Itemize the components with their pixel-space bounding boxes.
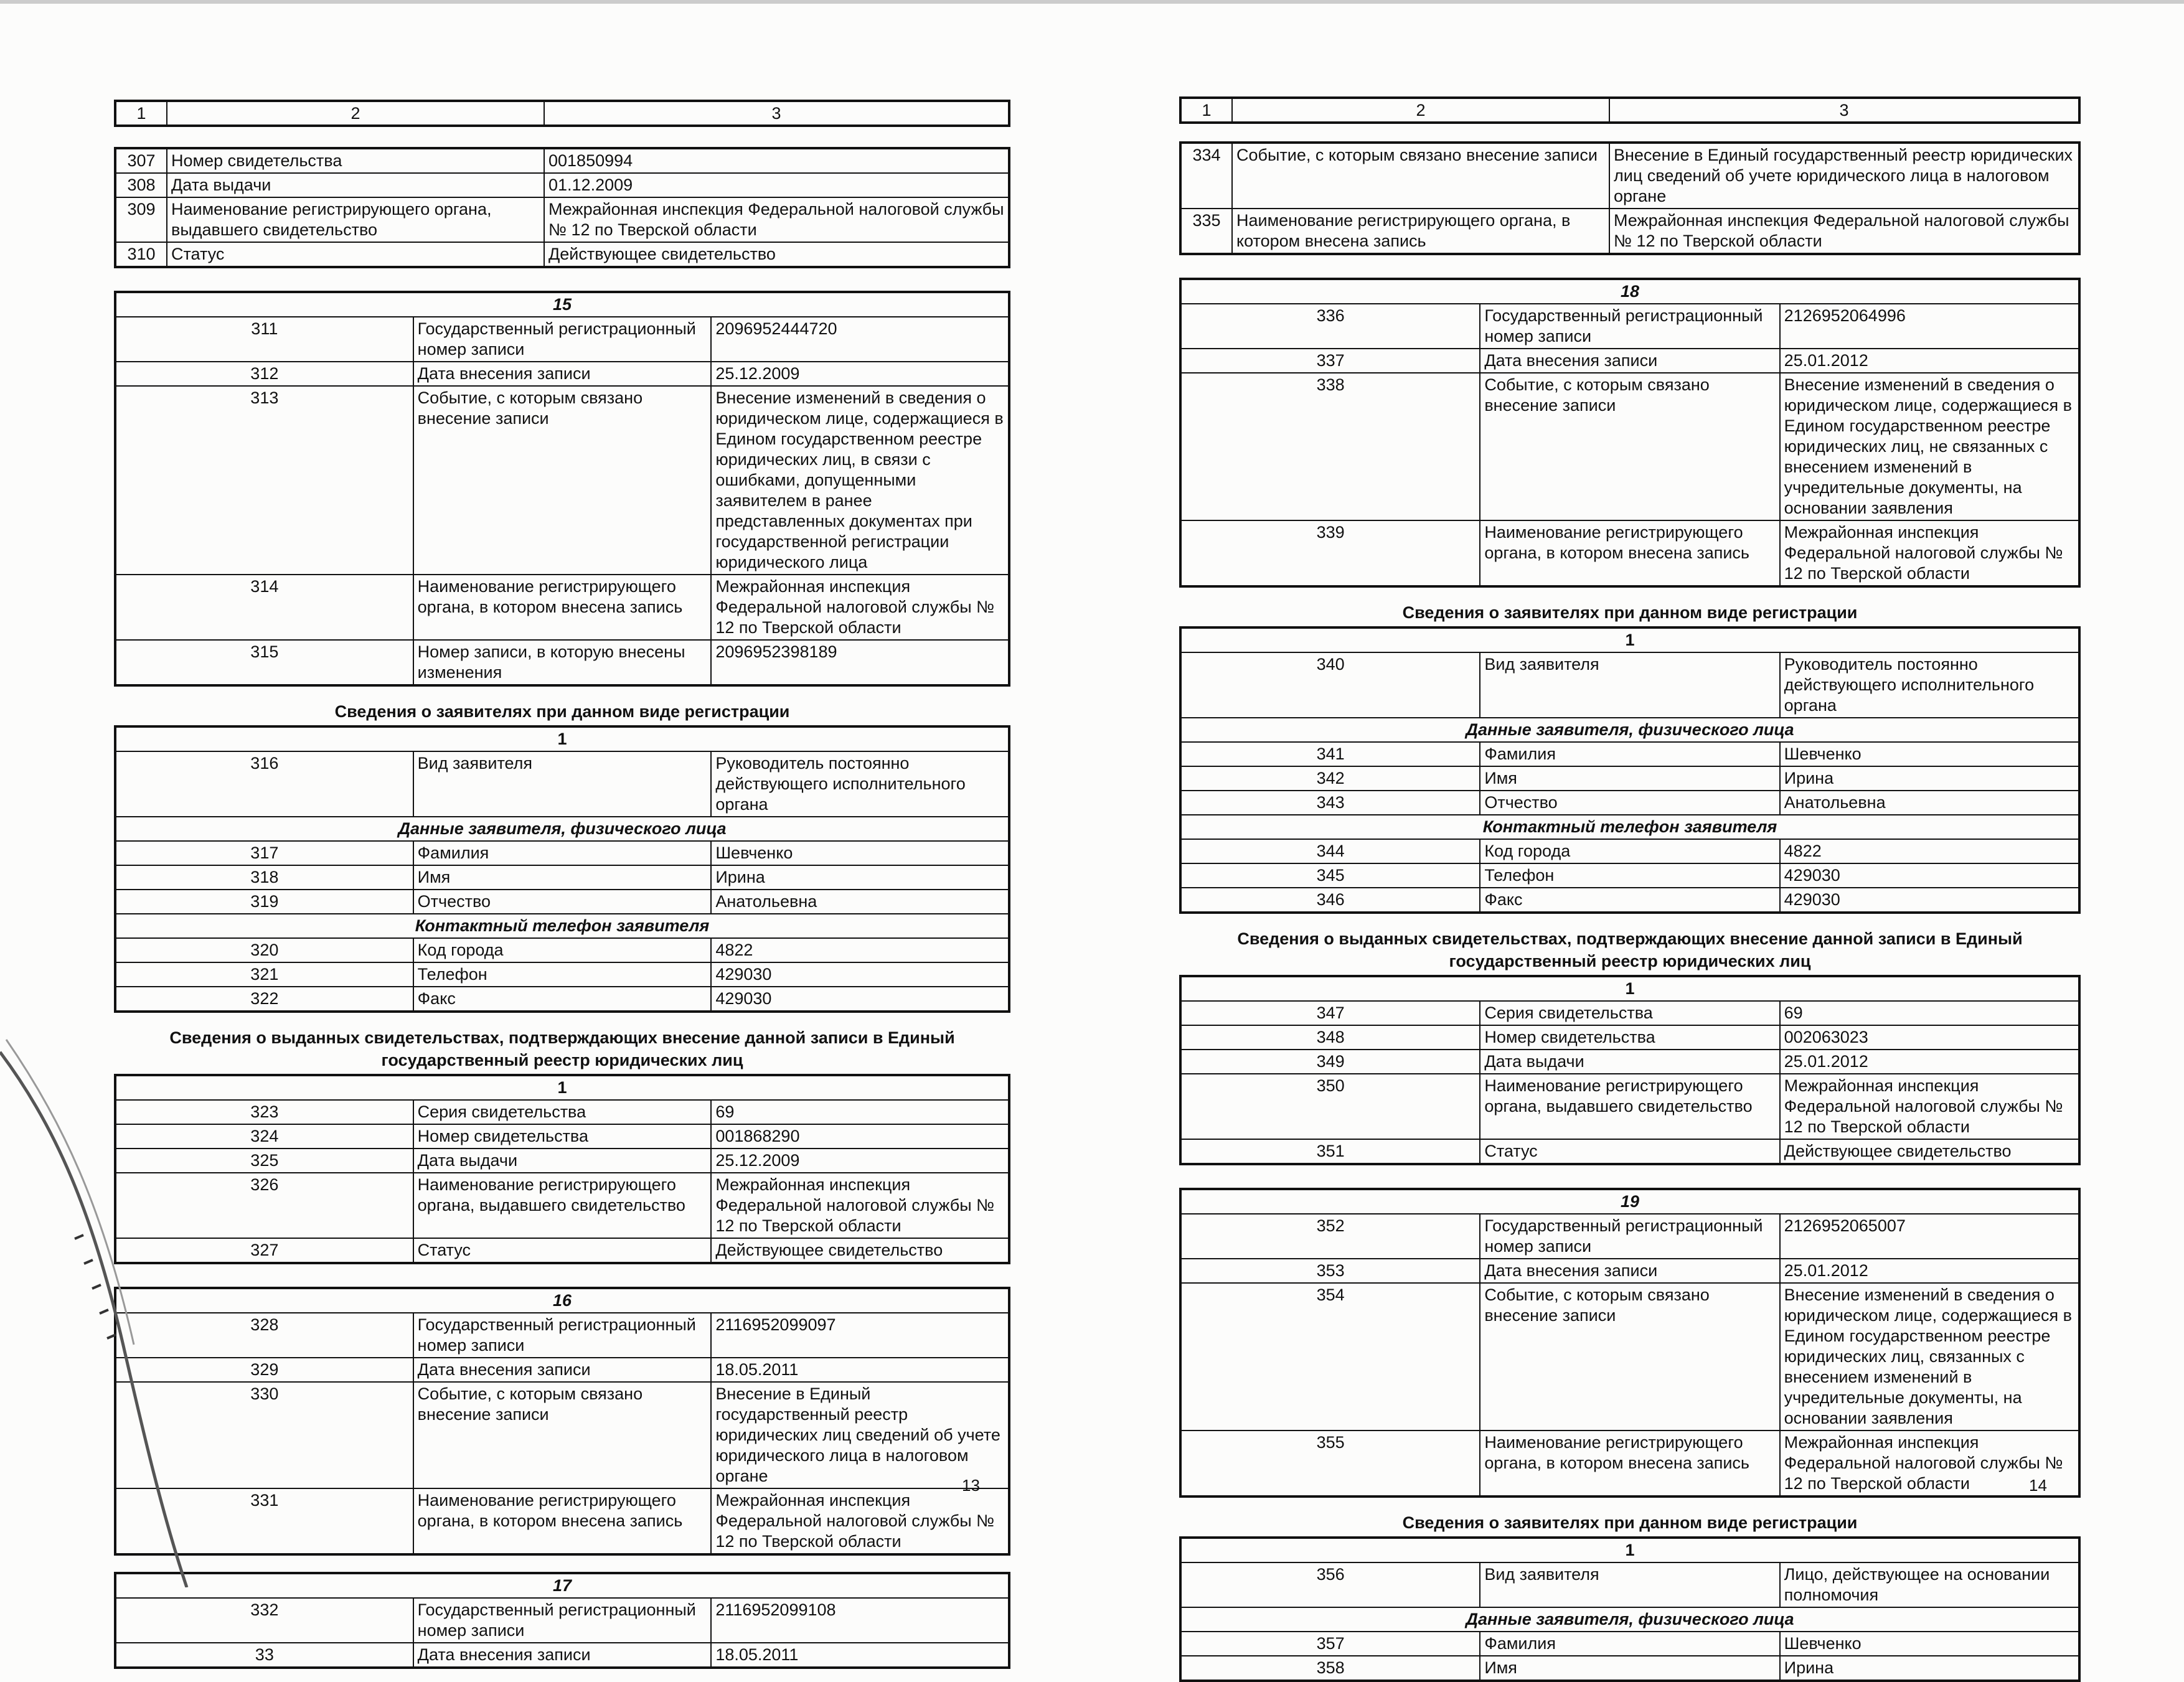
row-number: 322 — [115, 987, 413, 1012]
table-row — [115, 362, 1009, 386]
row-value: 2116952099108 — [711, 1598, 1009, 1643]
record-number: 16 — [115, 1288, 1009, 1313]
row-number: 317 — [115, 841, 413, 865]
row-number: 309 — [115, 197, 167, 242]
applicant-index: 1 — [1180, 627, 2079, 652]
row-value: Внесение изменений в сведения о юридическом лице, содержащиеся в Едином государственном реестре юридических лиц, в связи с ошибками, допущенными заявителем в ранее представленных документах при государственной регистрации юридического лица — [711, 386, 1009, 575]
row-label: Фамилия — [1480, 742, 1779, 766]
page-number: 13 — [962, 1476, 980, 1495]
table-row — [115, 1358, 1009, 1382]
row-number: 307 — [115, 148, 167, 173]
row-value: Ирина — [711, 865, 1009, 890]
row-label: Наименование регистрирующего органа, выдавшего свидетельство — [413, 1173, 712, 1238]
row-value: 001868290 — [711, 1124, 1009, 1149]
table-row — [1180, 1656, 2079, 1681]
row-value: 69 — [1780, 1001, 2079, 1025]
row-value: 2126952064996 — [1780, 304, 2079, 349]
row-number: 320 — [115, 938, 413, 962]
record-18-table — [1179, 278, 2081, 588]
col-header-1: 1 — [1180, 98, 1232, 123]
table-row — [1180, 349, 2079, 373]
table-row — [1180, 742, 2079, 766]
row-value: 001850994 — [544, 148, 1009, 173]
row-label: Отчество — [413, 890, 712, 914]
table-row — [115, 197, 1009, 242]
row-label: Статус — [167, 242, 544, 267]
row-number: 355 — [1180, 1431, 1480, 1496]
row-value: Шевченко — [1780, 742, 2079, 766]
column-header-table — [114, 100, 1010, 127]
row-label: Телефон — [1480, 863, 1779, 888]
row-value: Внесение в Единый государственный реестр юридических лиц сведений об учете юридического лица в налоговом органе — [1609, 143, 2079, 209]
row-label: Государственный регистрационный номер записи — [413, 317, 712, 362]
row-number: 337 — [1180, 349, 1480, 373]
record-17-continuation-table — [1179, 141, 2081, 255]
row-label: Фамилия — [1480, 1632, 1779, 1656]
row-value: Межрайонная инспекция Федеральной налоговой службы № 12 по Тверской области — [1780, 520, 2079, 586]
row-label: Номер свидетельства — [167, 148, 544, 173]
row-number: 341 — [1180, 742, 1480, 766]
row-value: 18.05.2011 — [711, 1358, 1009, 1382]
row-label: Наименование регистрирующего органа, в котором внесена запись — [1480, 1431, 1779, 1496]
row-number: 318 — [115, 865, 413, 890]
row-label: Наименование регистрирующего органа, выдавшего свидетельство — [167, 197, 544, 242]
applicants-table-2 — [1179, 1536, 2081, 1682]
row-number: 325 — [115, 1149, 413, 1173]
row-label: Серия свидетельства — [413, 1100, 712, 1124]
row-label: Номер свидетельства — [413, 1124, 712, 1149]
row-number: 316 — [115, 751, 413, 817]
row-label: Событие, с которым связано внесение записи — [413, 386, 712, 575]
row-value: Анатольевна — [711, 890, 1009, 914]
row-value: 4822 — [1780, 839, 2079, 863]
row-number: 345 — [1180, 863, 1480, 888]
row-label: Дата внесения записи — [413, 1643, 712, 1668]
row-number: 338 — [1180, 373, 1480, 520]
row-number: 339 — [1180, 520, 1480, 586]
row-number: 330 — [115, 1382, 413, 1488]
row-value: Действующее свидетельство — [544, 242, 1009, 267]
row-label: Наименование регистрирующего органа, в котором внесена запись — [1232, 209, 1609, 254]
row-number: 343 — [1180, 791, 1480, 815]
table-row — [1180, 1283, 2079, 1431]
table-row — [115, 1238, 1009, 1263]
row-label: Событие, с которым связано внесение записи — [1232, 143, 1609, 209]
row-value: 01.12.2009 — [544, 173, 1009, 197]
table-row — [1180, 1562, 2079, 1607]
row-number: 348 — [1180, 1025, 1480, 1050]
table-row — [1180, 791, 2079, 815]
table-row — [1180, 209, 2079, 254]
applicants-section-title-2: Сведения о заявителях при данном виде регистрации — [1402, 1513, 1858, 1532]
table-row — [115, 1598, 1009, 1643]
row-number: 335 — [1180, 209, 1232, 254]
table-row — [1180, 888, 2079, 913]
row-label: Событие, с которым связано внесение записи — [1480, 1283, 1779, 1431]
certificates-section-title: Сведения о выданных свидетельствах, подтверждающих внесение данной записи в Единый государственный реестр юридических лиц — [169, 1028, 955, 1069]
row-value: 25.01.2012 — [1780, 1259, 2079, 1283]
row-label: Дата внесения записи — [1480, 349, 1779, 373]
applicants-table — [1179, 626, 2081, 914]
record-15-table — [114, 291, 1010, 687]
applicants-section-title: Сведения о заявителях при данном виде регистрации — [334, 702, 790, 721]
record-17-table — [114, 1572, 1010, 1669]
row-number: 326 — [115, 1173, 413, 1238]
certificate-index: 1 — [115, 1075, 1009, 1100]
row-value: 2096952398189 — [711, 640, 1009, 685]
row-value: 2126952065007 — [1780, 1214, 2079, 1259]
row-label: Событие, с которым связано внесение записи — [413, 1382, 712, 1488]
row-value: 2116952099097 — [711, 1313, 1009, 1358]
row-label: Событие, с которым связано внесение записи — [1480, 373, 1779, 520]
row-number: 357 — [1180, 1632, 1480, 1656]
row-label: Наименование регистрирующего органа, в котором внесена запись — [413, 575, 712, 640]
table-row — [1180, 652, 2079, 718]
row-number: 308 — [115, 173, 167, 197]
table-row — [115, 1100, 1009, 1124]
row-value: Анатольевна — [1780, 791, 2079, 815]
table-row — [115, 890, 1009, 914]
row-label: Фамилия — [413, 841, 712, 865]
row-number: 321 — [115, 962, 413, 987]
row-number: 340 — [1180, 652, 1480, 718]
row-number: 323 — [115, 1100, 413, 1124]
col-header-1: 1 — [115, 101, 167, 126]
certificates-section-title: Сведения о выданных свидетельствах, подтверждающих внесение данной записи в Единый государственный реестр юридических лиц — [1237, 929, 2023, 970]
person-subheader: Данные заявителя, физического лица — [115, 817, 1009, 841]
row-label: Имя — [413, 865, 712, 890]
page-number: 14 — [2029, 1476, 2047, 1495]
table-row — [115, 386, 1009, 575]
row-value: 4822 — [711, 938, 1009, 962]
table-row — [1180, 373, 2079, 520]
row-value: Межрайонная инспекция Федеральной налоговой службы № 12 по Тверской области — [1780, 1431, 2079, 1496]
row-label: Факс — [1480, 888, 1779, 913]
table-row — [115, 865, 1009, 890]
row-label: Наименование регистрирующего органа, в котором внесена запись — [1480, 520, 1779, 586]
table-row — [1180, 1074, 2079, 1139]
col-header-2: 2 — [167, 101, 544, 126]
row-number: 331 — [115, 1488, 413, 1554]
table-row — [115, 1124, 1009, 1149]
row-label: Наименование регистрирующего органа, выдавшего свидетельство — [1480, 1074, 1779, 1139]
row-value: Действующее свидетельство — [711, 1238, 1009, 1263]
row-value: Ирина — [1780, 766, 2079, 791]
row-number: 33 — [115, 1643, 413, 1668]
row-value: 25.12.2009 — [711, 362, 1009, 386]
table-row — [115, 987, 1009, 1012]
table-row — [1180, 839, 2079, 863]
row-number: 344 — [1180, 839, 1480, 863]
row-number: 332 — [115, 1598, 413, 1643]
row-label: Код города — [1480, 839, 1779, 863]
row-value: 25.12.2009 — [711, 1149, 1009, 1173]
row-value: Руководитель постоянно действующего исполнительного органа — [711, 751, 1009, 817]
row-number: 312 — [115, 362, 413, 386]
table-row — [1180, 304, 2079, 349]
table-row — [1180, 1431, 2079, 1496]
row-label: Государственный регистрационный номер записи — [1480, 1214, 1779, 1259]
record-number: 15 — [115, 292, 1009, 317]
record-16-table — [114, 1287, 1010, 1556]
person-subheader: Данные заявителя, физического лица — [1180, 718, 2079, 742]
table-row — [1180, 1001, 2079, 1025]
col-header-2: 2 — [1232, 98, 1609, 123]
col-header-3: 3 — [1609, 98, 2079, 123]
row-number: 324 — [115, 1124, 413, 1149]
applicant-index: 1 — [1180, 1538, 2079, 1562]
table-row — [115, 640, 1009, 685]
row-number: 347 — [1180, 1001, 1480, 1025]
row-value: Лицо, действующее на основании полномочия — [1780, 1562, 2079, 1607]
row-label: Имя — [1480, 1656, 1779, 1681]
row-number: 310 — [115, 242, 167, 267]
table-row — [1180, 766, 2079, 791]
row-number: 311 — [115, 317, 413, 362]
row-number: 354 — [1180, 1283, 1480, 1431]
row-label: Дата внесения записи — [413, 362, 712, 386]
row-number: 334 — [1180, 143, 1232, 209]
row-value: 429030 — [1780, 888, 2079, 913]
record-19-table — [1179, 1188, 2081, 1498]
row-value: Внесение изменений в сведения о юридическом лице, содержащиеся в Едином государственном реестре юридических лиц, не связанных с внесением изменений в учредительные документы, на основании заявления — [1780, 373, 2079, 520]
row-number: 313 — [115, 386, 413, 575]
table-row — [115, 1643, 1009, 1668]
table-row — [115, 1149, 1009, 1173]
row-label: Наименование регистрирующего органа, в котором внесена запись — [413, 1488, 712, 1554]
table-row — [1180, 1632, 2079, 1656]
row-number: 350 — [1180, 1074, 1480, 1139]
row-number: 314 — [115, 575, 413, 640]
row-label: Имя — [1480, 766, 1779, 791]
phone-subheader: Контактный телефон заявителя — [1180, 815, 2079, 839]
table-row — [115, 962, 1009, 987]
row-label: Статус — [1480, 1139, 1779, 1164]
row-value: Ирина — [1780, 1656, 2079, 1681]
table-row — [115, 242, 1009, 267]
applicant-index: 1 — [115, 726, 1009, 751]
table-row — [1180, 1050, 2079, 1074]
row-number: 342 — [1180, 766, 1480, 791]
table-row — [115, 1313, 1009, 1358]
record-number: 19 — [1180, 1189, 2079, 1214]
row-label: Дата выдачи — [1480, 1050, 1779, 1074]
row-number: 336 — [1180, 304, 1480, 349]
row-number: 328 — [115, 1313, 413, 1358]
row-number: 351 — [1180, 1139, 1480, 1164]
row-number: 349 — [1180, 1050, 1480, 1074]
row-label: Номер свидетельства — [1480, 1025, 1779, 1050]
cert-continuation-table — [114, 147, 1010, 268]
table-row — [115, 575, 1009, 640]
row-number: 356 — [1180, 1562, 1480, 1607]
page-14 — [1092, 0, 2184, 1677]
row-value: 429030 — [1780, 863, 2079, 888]
row-value: Шевченко — [1780, 1632, 2079, 1656]
row-value: 002063023 — [1780, 1025, 2079, 1050]
row-label: Вид заявителя — [413, 751, 712, 817]
row-value: 429030 — [711, 987, 1009, 1012]
table-row — [1180, 1214, 2079, 1259]
row-number: 327 — [115, 1238, 413, 1263]
certificates-table — [114, 1074, 1010, 1264]
applicants-table — [114, 725, 1010, 1013]
record-number: 18 — [1180, 279, 2079, 304]
applicants-section-title: Сведения о заявителях при данном виде регистрации — [1402, 603, 1858, 622]
row-value: Действующее свидетельство — [1780, 1139, 2079, 1164]
row-number: 346 — [1180, 888, 1480, 913]
row-label: Государственный регистрационный номер записи — [413, 1313, 712, 1358]
row-value: Межрайонная инспекция Федеральной налоговой службы № 12 по Тверской области — [711, 575, 1009, 640]
row-label: Телефон — [413, 962, 712, 987]
page-13 — [0, 0, 1092, 1664]
table-row — [115, 841, 1009, 865]
table-row — [1180, 520, 2079, 586]
row-value: Межрайонная инспекция Федеральной налоговой службы № 12 по Тверской области — [1609, 209, 2079, 254]
row-value: 18.05.2011 — [711, 1643, 1009, 1668]
row-number: 358 — [1180, 1656, 1480, 1681]
table-row — [1180, 1139, 2079, 1164]
row-value: Межрайонная инспекция Федеральной налоговой службы № 12 по Тверской области — [1780, 1074, 2079, 1139]
row-label: Дата выдачи — [413, 1149, 712, 1173]
row-label: Номер записи, в которую внесены изменения — [413, 640, 712, 685]
row-value: 429030 — [711, 962, 1009, 987]
column-header-table — [1179, 96, 2081, 124]
row-value: Внесение изменений в сведения о юридическом лице, содержащиеся в Едином государственном реестре юридических лиц, связанных с внесением изменений в учредительные документы, на основании заявления — [1780, 1283, 2079, 1431]
col-header-3: 3 — [544, 101, 1009, 126]
table-row — [1180, 1259, 2079, 1283]
row-value: 25.01.2012 — [1780, 349, 2079, 373]
table-row — [115, 751, 1009, 817]
row-number: 353 — [1180, 1259, 1480, 1283]
row-label: Факс — [413, 987, 712, 1012]
table-row — [115, 1382, 1009, 1488]
row-label: Код города — [413, 938, 712, 962]
row-label: Серия свидетельства — [1480, 1001, 1779, 1025]
row-number: 315 — [115, 640, 413, 685]
row-label: Вид заявителя — [1480, 1562, 1779, 1607]
row-value: Межрайонная инспекция Федеральной налоговой службы № 12 по Тверской области — [544, 197, 1009, 242]
row-label: Государственный регистрационный номер записи — [1480, 304, 1779, 349]
page-14-content — [1179, 96, 2081, 1682]
person-subheader: Данные заявителя, физического лица — [1180, 1607, 2079, 1632]
row-number: 319 — [115, 890, 413, 914]
row-label: Вид заявителя — [1480, 652, 1779, 718]
certificate-index: 1 — [1180, 976, 2079, 1001]
row-value: Внесение в Единый государственный реестр юридических лиц сведений об учете юридического лица в налоговом органе — [711, 1382, 1009, 1488]
row-number: 352 — [1180, 1214, 1480, 1259]
row-value: 25.01.2012 — [1780, 1050, 2079, 1074]
certificates-table — [1179, 975, 2081, 1165]
row-value: Руководитель постоянно действующего исполнительного органа — [1780, 652, 2079, 718]
table-row — [1180, 143, 2079, 209]
table-row — [115, 938, 1009, 962]
table-row — [1180, 1025, 2079, 1050]
row-value: Межрайонная инспекция Федеральной налоговой службы № 12 по Тверской области — [711, 1173, 1009, 1238]
record-number: 17 — [115, 1573, 1009, 1598]
row-value: Межрайонная инспекция Федеральной налоговой службы № 12 по Тверской области — [711, 1488, 1009, 1554]
page-13-content — [114, 100, 1010, 1669]
table-row — [115, 1488, 1009, 1554]
row-value: 2096952444720 — [711, 317, 1009, 362]
phone-subheader: Контактный телефон заявителя — [115, 914, 1009, 938]
row-label: Статус — [413, 1238, 712, 1263]
row-value: 69 — [711, 1100, 1009, 1124]
table-row — [115, 173, 1009, 197]
table-row — [115, 1173, 1009, 1238]
row-label: Дата внесения записи — [413, 1358, 712, 1382]
row-number: 329 — [115, 1358, 413, 1382]
row-label: Государственный регистрационный номер записи — [413, 1598, 712, 1643]
row-label: Дата внесения записи — [1480, 1259, 1779, 1283]
table-row — [115, 317, 1009, 362]
row-label: Отчество — [1480, 791, 1779, 815]
row-label: Дата выдачи — [167, 173, 544, 197]
table-row — [1180, 863, 2079, 888]
row-value: Шевченко — [711, 841, 1009, 865]
table-row — [115, 148, 1009, 173]
